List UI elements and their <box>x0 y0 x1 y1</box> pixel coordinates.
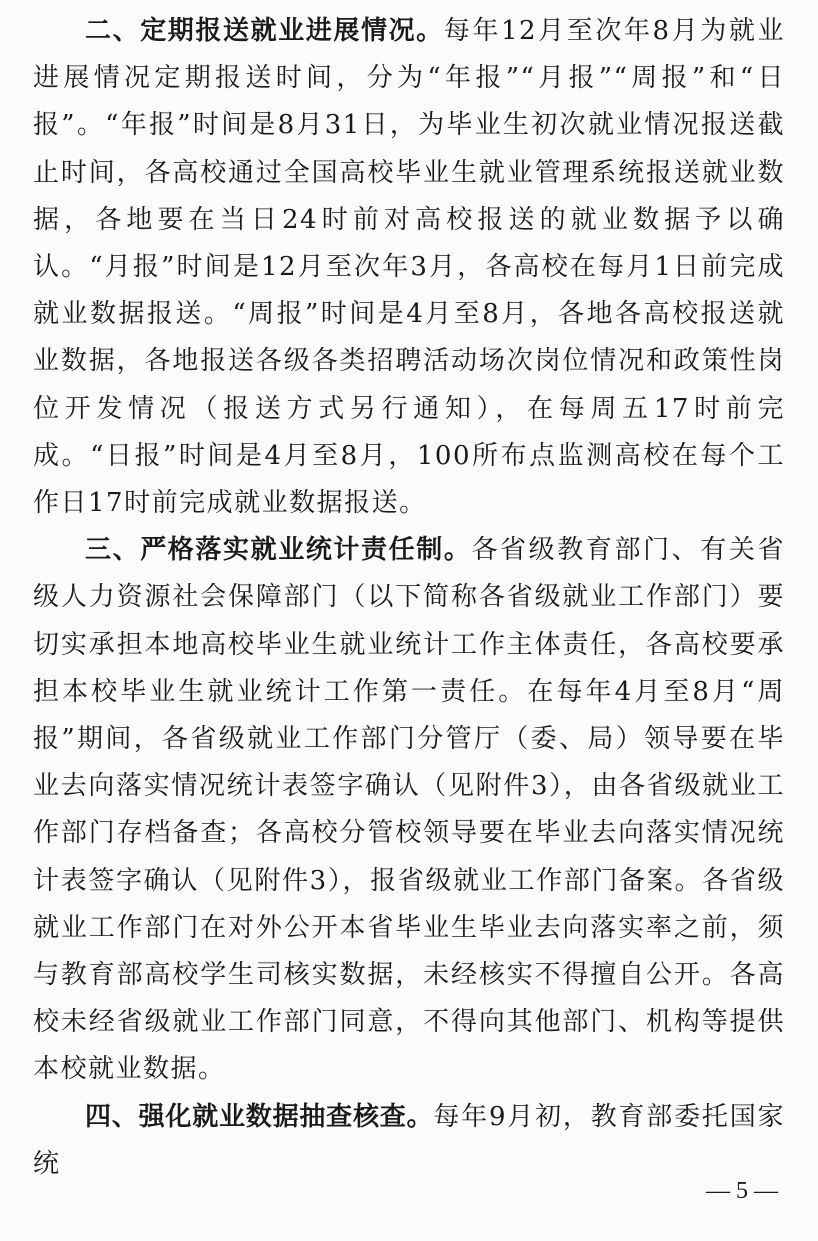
document-body <box>33 8 785 1188</box>
page-number: — 5 — <box>706 1178 778 1204</box>
section-heading-3: 三、严格落实就业统计责任制。 <box>85 535 472 566</box>
paragraph-responsibility <box>33 527 785 1093</box>
section-heading-4: 四、强化就业数据抽查核查。 <box>85 1101 434 1132</box>
paragraph-reporting-schedule <box>33 8 785 527</box>
section-heading-2: 二、定期报送就业进展情况。 <box>85 16 444 46</box>
paragraph-spot-check <box>33 1094 785 1188</box>
paragraph-text: 各省级教育部门、有关省级人力资源社会保障部门（以下简称各省级就业工作部门）要切实承担本地高校毕业生就业统计工作主体责任，各高校要承担本校毕业生就业统计工作第一责任。在每年4月至8月“周报”期间，各省级就业工作部门分管厅（委、局）领导要在毕业去向落实情况统计表签字确认（见附件3），由各省级就业工作部门存档备查；各高校分管校领导要在毕业去向落实情况统计表签字确认（见附件3），报省级就业工作部门备案。各省级就业工作部门在对外公开本省毕业生毕业去向落实率之前，须与教育部高校学生司核实数据，未经核实不得擅自公开。各高校未经省级就业工作部门同意，不得向其他部门、机构等提供本校就业数据。 <box>33 535 785 1085</box>
paragraph-text: 每年12月至次年8月为就业进展情况定期报送时间，分为“年报”“月报”“周报”和“日报”。“年报”时间是8月31日，为毕业生初次就业情况报送截止时间，各高校通过全国高校毕业生就业管理系统报送就业数据，各地要在当日24时前对高校报送的就业数据予以确认。“月报”时间是12月至次年3月，各高校在每月1日前完成就业数据报送。“周报”时间是4月至8月，各地各高校报送就业数据，各地报送各级各类招聘活动场次岗位情况和政策性岗位开发情况（报送方式另行通知），在每周五17时前完成。“日报”时间是4月至8月，100所布点监测高校在每个工作日17时前完成就业数据报送。 <box>33 16 785 519</box>
paragraph-text: 每年9月初，教育部委托国家统 <box>33 1101 785 1179</box>
